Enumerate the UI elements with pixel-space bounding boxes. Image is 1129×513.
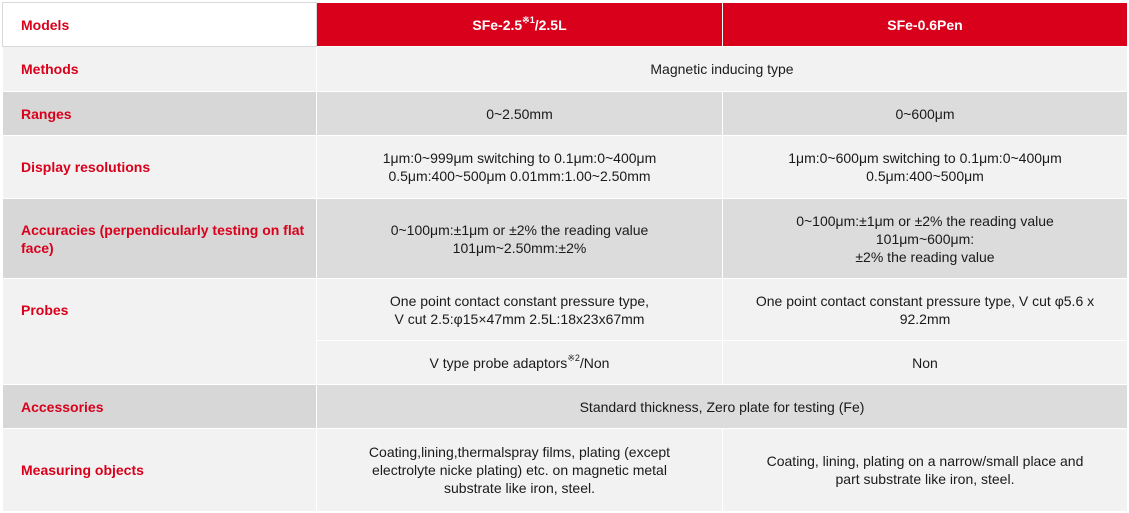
probe-adaptors-col2: Non bbox=[723, 341, 1128, 385]
row-ranges bbox=[3, 92, 1128, 136]
row-display-resolutions bbox=[3, 136, 1128, 199]
row-measuring-objects bbox=[3, 429, 1128, 512]
cell-line: 101μm~600μm: bbox=[875, 230, 975, 247]
cell-line: 0.5μm:400~500μm bbox=[866, 168, 984, 184]
cell-line: 92.2mm bbox=[899, 310, 951, 327]
probe-adaptors-col1 bbox=[317, 341, 723, 385]
cell-line: electrolyte nicke plating) etc. on magnetic metal bbox=[372, 462, 667, 478]
row-methods bbox=[3, 47, 1128, 92]
header-row bbox=[3, 3, 1128, 47]
cell-line: 1μm:0~999μm switching to 0.1μm:0~400μm bbox=[382, 150, 657, 166]
header-model-sfe-0-6pen: SFe-0.6Pen bbox=[723, 3, 1128, 47]
model-1-name: SFe-2.5 bbox=[472, 16, 523, 33]
methods-value: Magnetic inducing type bbox=[317, 47, 1128, 92]
measuring-objects-col1 bbox=[317, 429, 723, 512]
accuracies-col1 bbox=[317, 199, 723, 279]
cell-line: substrate like iron, steel. bbox=[444, 480, 595, 496]
cell-line: V cut 2.5:φ15×47mm 2.5L:18x23x67mm bbox=[394, 310, 645, 327]
adaptor-suffix: /Non bbox=[579, 354, 610, 371]
row-probes bbox=[3, 279, 1128, 341]
row-label-methods: Methods bbox=[3, 47, 317, 92]
row-accuracies bbox=[3, 199, 1128, 279]
cell-line: Coating,lining,thermalspray films, plating (except bbox=[368, 444, 671, 460]
model-1-suffix: /2.5L bbox=[534, 16, 567, 33]
row-label-probes: Probes bbox=[3, 279, 317, 385]
cell-line: Coating, lining, plating on a narrow/small place and bbox=[766, 453, 1084, 469]
row-label-display-resolutions: Display resolutions bbox=[3, 136, 317, 199]
row-label-measuring-objects: Measuring objects bbox=[3, 429, 317, 512]
accessories-value: Standard thickness, Zero plate for testing (Fe) bbox=[317, 385, 1128, 429]
measuring-objects-col2 bbox=[723, 429, 1128, 512]
cell-line: 0.5μm:400~500μm 0.01mm:1.00~2.50mm bbox=[388, 168, 651, 184]
display-resolutions-col1 bbox=[317, 136, 723, 199]
probes-col2 bbox=[723, 279, 1128, 341]
row-label-accessories: Accessories bbox=[3, 385, 317, 429]
ranges-col2: 0~600μm bbox=[723, 92, 1128, 136]
ranges-col1: 0~2.50mm bbox=[317, 92, 723, 136]
accuracies-col2 bbox=[723, 199, 1128, 279]
row-label-accuracies: Accuracies (perpendicularly testing on flat face) bbox=[3, 199, 317, 279]
spec-table bbox=[2, 2, 1128, 512]
cell-line: ±2% the reading value bbox=[855, 248, 995, 265]
header-models-label: Models bbox=[3, 3, 317, 47]
cell-line: 0~100μm:±1μm or ±2% the reading value bbox=[390, 221, 649, 238]
cell-line: 1μm:0~600μm switching to 0.1μm:0~400μm bbox=[788, 150, 1062, 166]
cell-line: One point contact constant pressure type, bbox=[389, 292, 650, 309]
model-1-footnote-mark: ※1 bbox=[522, 14, 535, 25]
header-model-sfe-2-5 bbox=[317, 3, 723, 47]
probes-col1 bbox=[317, 279, 723, 341]
cell-line: 0~100μm:±1μm or ±2% the reading value bbox=[796, 212, 1054, 229]
row-accessories bbox=[3, 385, 1128, 429]
adaptor-text: V type probe adaptors bbox=[429, 354, 568, 371]
row-label-ranges: Ranges bbox=[3, 92, 317, 136]
cell-line: One point contact constant pressure type, V cut φ5.6 x bbox=[755, 292, 1095, 309]
adaptor-footnote-mark: ※2 bbox=[567, 352, 580, 363]
cell-line: part substrate like iron, steel. bbox=[835, 471, 1015, 487]
display-resolutions-col2 bbox=[723, 136, 1128, 199]
cell-line: 101μm~2.50mm:±2% bbox=[452, 239, 587, 256]
